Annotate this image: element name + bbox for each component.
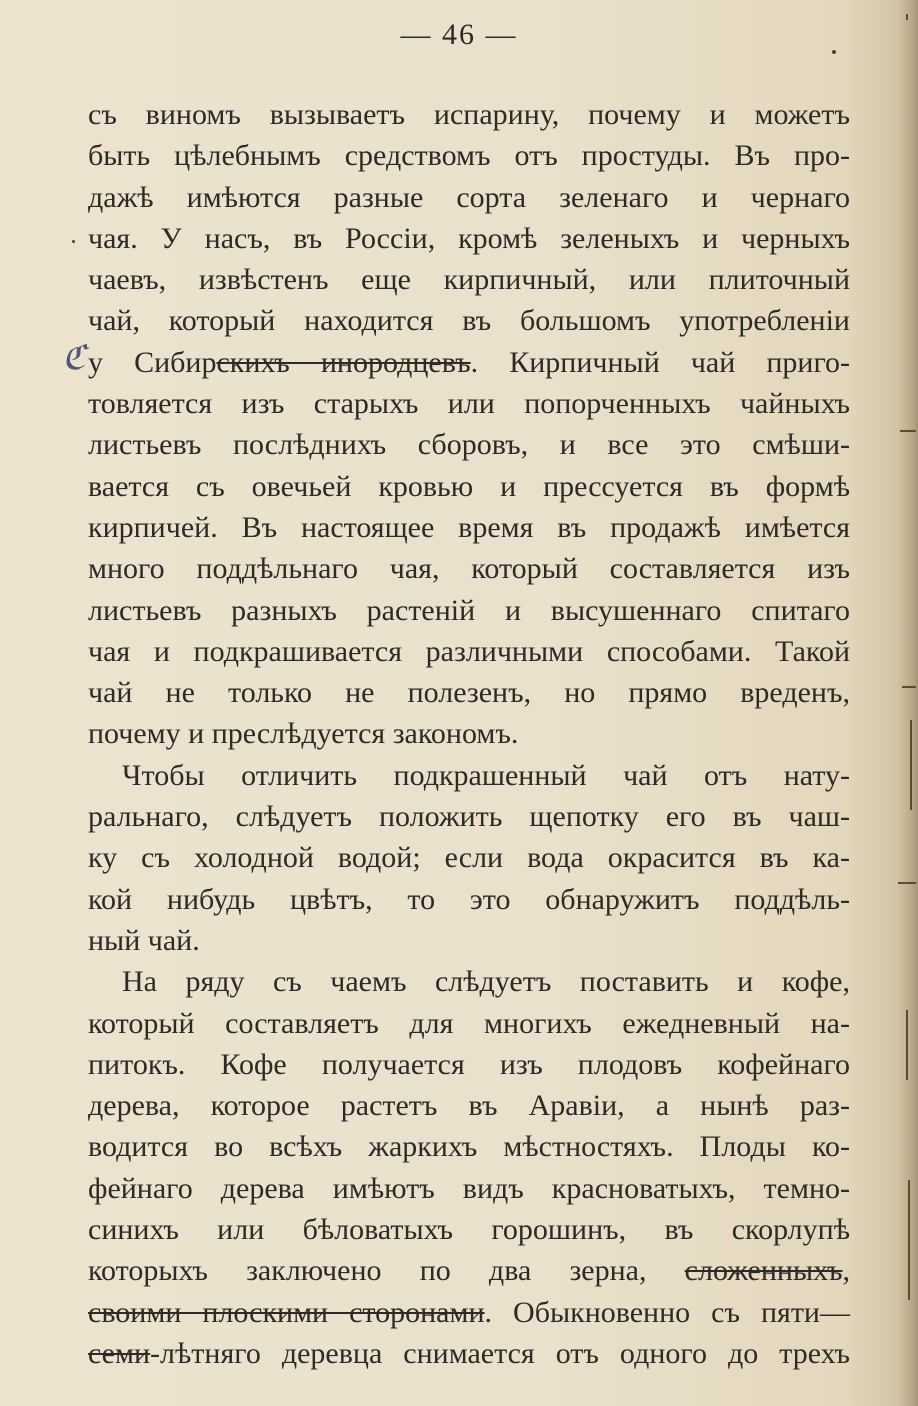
text-segment: чая. У насъ, въ Россіи, кромѣ зеленыхъ и черныхъ <box>88 221 850 255</box>
text-line <box>88 796 850 837</box>
text-segment: дажѣ имѣются разные сорта зеленаго и чернаго <box>88 180 850 214</box>
text-segment: кой нибудь цвѣтъ, то это обнаружитъ поддѣль- <box>88 882 850 916</box>
text-segment: питокъ. Кофе получается изъ плодовъ кофейнаго <box>88 1047 850 1081</box>
text-line <box>88 1085 850 1126</box>
text-line <box>88 259 850 300</box>
text-segment: у Сибир <box>88 345 217 379</box>
margin-tick <box>906 1010 908 1080</box>
margin-tick <box>902 686 916 688</box>
text-line <box>88 590 850 631</box>
pencil-margin-mark: ℭ <box>62 340 86 377</box>
text-segment: На ряду съ чаемъ слѣдуетъ поставить и кофе, <box>122 965 850 999</box>
struck-text: скихъ инородцевъ <box>216 345 471 379</box>
text-segment: вается съ овечьей кровью и прессуется въ формѣ <box>88 469 850 503</box>
text-line <box>88 672 850 713</box>
text-segment: чаевъ, извѣстенъ еще кирпичный, или плиточный <box>88 263 850 297</box>
text-line <box>88 1168 850 1209</box>
text-line <box>88 755 850 796</box>
text-segment: товляется изъ старыхъ или попорченныхъ чайныхъ <box>88 387 850 421</box>
text-line <box>88 713 850 754</box>
text-segment: -лѣтняго деревца снимается отъ одного до трехъ <box>150 1336 850 1370</box>
text-segment: , <box>842 1254 850 1288</box>
text-line <box>88 94 850 135</box>
margin-tick <box>910 720 912 810</box>
text-segment: Чтобы отличить подкрашенный чай отъ нату- <box>122 758 850 792</box>
text-line <box>88 1333 850 1374</box>
text-line <box>88 631 850 672</box>
text-line <box>88 466 850 507</box>
text-line <box>88 342 850 383</box>
struck-text: сложенныхъ <box>684 1254 843 1288</box>
text-segment: ральнаго, слѣдуетъ положить щепотку его въ чаш- <box>88 800 850 834</box>
text-segment: листьевъ послѣднихъ сборовъ, и все это смѣши- <box>88 428 850 462</box>
text-segment: которыхъ заключено по два зерна, <box>88 1254 685 1288</box>
text-line <box>88 300 850 341</box>
text-segment: фейнаго дерева имѣютъ видъ красноватыхъ, темно- <box>88 1171 850 1205</box>
struck-text: своими плоскими сторонами <box>88 1295 485 1329</box>
text-segment: быть цѣлебнымъ средствомъ отъ простуды. Въ про- <box>88 139 850 173</box>
text-segment: . Кирпичный чай приго- <box>470 345 850 379</box>
text-segment: кирпичей. Въ настоящее время въ продажѣ имѣется <box>88 510 850 544</box>
text-line <box>88 1126 850 1167</box>
page-edge-shadow <box>896 0 918 1406</box>
text-line <box>88 1003 850 1044</box>
text-segment: чай не только не полезенъ, но прямо вреденъ, <box>88 676 850 710</box>
text-line <box>88 879 850 920</box>
text-line <box>88 1292 850 1333</box>
ink-dot <box>72 240 75 243</box>
text-line <box>88 424 850 465</box>
text-line <box>88 1209 850 1250</box>
text-line <box>88 135 850 176</box>
text-segment: съ виномъ вызываетъ испарину, почему и можетъ <box>88 98 850 131</box>
text-segment: листьевъ разныхъ растеній и высушеннаго спитаго <box>88 593 850 627</box>
text-segment: ку съ холодной водой; если вода окрасится въ ка- <box>88 841 850 875</box>
text-line <box>88 837 850 878</box>
text-line <box>88 1250 850 1291</box>
page-number: — 46 — <box>400 18 518 51</box>
text-line <box>88 177 850 218</box>
text-segment: синихъ или бѣловатыхъ горошинъ, въ скорлупѣ <box>88 1213 850 1247</box>
text-line <box>88 961 850 1002</box>
text-line <box>88 218 850 259</box>
text-segment: дерева, которое растетъ въ Аравіи, а нынѣ раз- <box>88 1089 850 1123</box>
text-line <box>88 548 850 589</box>
margin-tick <box>900 430 916 432</box>
ink-dot <box>832 50 836 54</box>
margin-tick <box>898 882 916 884</box>
text-segment: ный чай. <box>88 923 200 957</box>
struck-text: семи <box>88 1336 151 1370</box>
text-segment: чай, который находится въ большомъ употребленіи <box>88 304 850 338</box>
text-segment: чая и подкрашивается различными способами. Такой <box>88 634 850 668</box>
text-segment: много поддѣльнаго чая, который составляется изъ <box>88 552 850 586</box>
margin-tick <box>906 14 908 20</box>
text-line <box>88 507 850 548</box>
body-text <box>88 94 850 1374</box>
text-line <box>88 383 850 424</box>
text-segment: . Обыкновенно съ пяти— <box>484 1295 850 1329</box>
text-segment: почему и преслѣдуется закономъ. <box>88 717 519 751</box>
text-segment: который составляетъ для многихъ ежедневный на- <box>88 1006 850 1040</box>
text-line <box>88 920 850 961</box>
text-line <box>88 1044 850 1085</box>
margin-tick <box>908 1180 910 1300</box>
text-segment: водится во всѣхъ жаркихъ мѣстностяхъ. Плоды ко- <box>88 1130 850 1164</box>
